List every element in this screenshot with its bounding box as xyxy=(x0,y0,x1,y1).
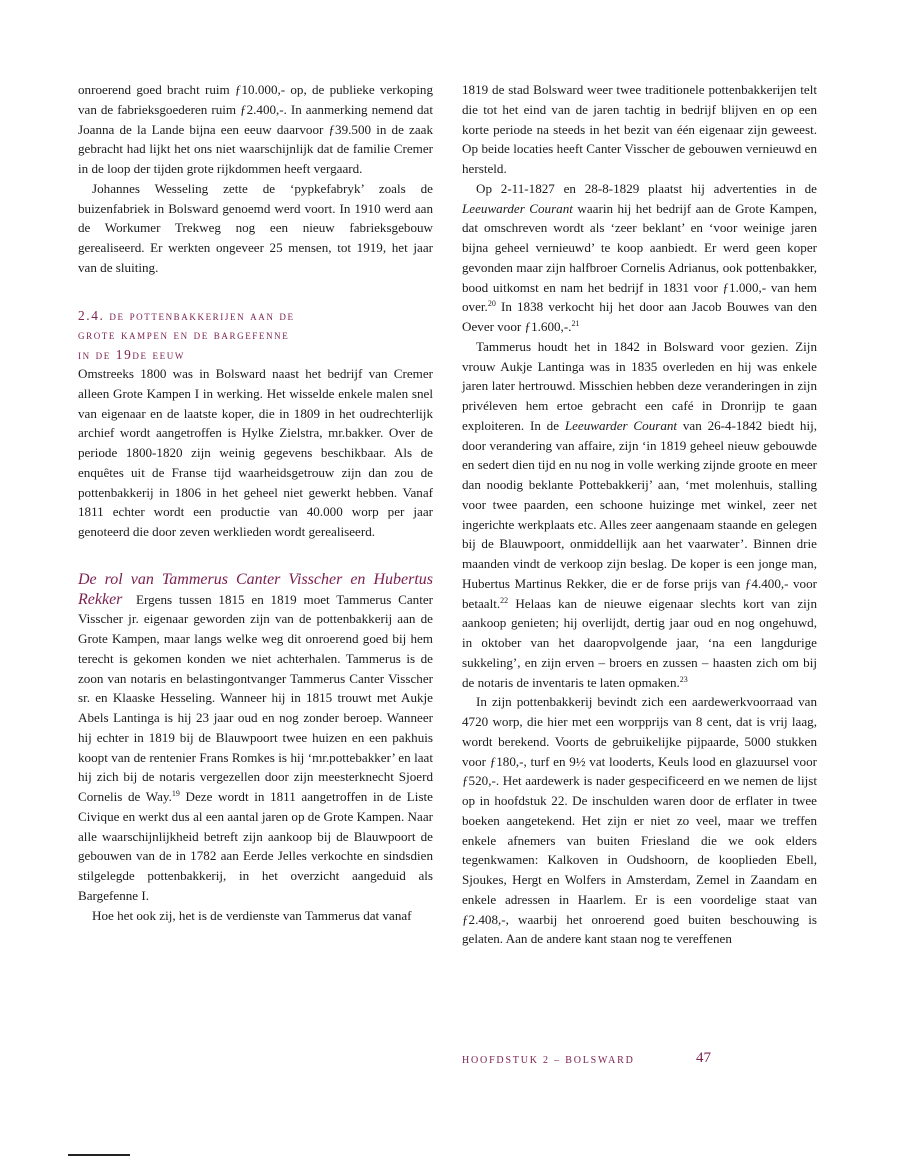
paragraph-text: Helaas kan de nieuwe eigenaar slechts kort van zijn aankoop genieten; hij overlijdt, dertig jaar oud en nog ongehuwd, in oktober van het daaropvolgende jaar, ‘na een langdurige sukkeling’, en zijn erven – broers en zussen – haasten zich om bij de notaris de inventaris te laten opmaken. xyxy=(462,595,817,690)
footnote-ref: 21 xyxy=(571,319,580,328)
footnote-ref: 22 xyxy=(500,595,509,605)
subsection-heading: De rol van Tammerus Canter Visscher en Hubertus Rekker xyxy=(78,570,433,608)
paragraph: 1819 de stad Bolsward weer twee traditionele pottenbakkerijen telt die tot het eind van de jaren tachtig in bedrijf blijven en op een korte periode na steeds in het bezit van één eigenaar zijn geweest. Op beide locaties heeft Canter Visscher de gebouwen vernieuwd en hersteld. xyxy=(462,82,817,176)
section-heading xyxy=(78,306,433,365)
paragraph: In zijn pottenbakkerij bevindt zich een aardewerkvoorraad van 4720 worp, die hier met een worpprijs van 8 cent, dat is vrij laag, wordt berekend. Voorts de gebruikelijke pijpaarde, 5000 stukken voor ƒ180,-, turf en 9½ vat looderts, Keuls lood en glazuursel voor ƒ520,-. Het aardewerk is nader gespecificeerd en we nemen de lijst op in hoofdstuk 22. De inschulden waren door de erflater in twee boeken aangetekend. Het zijn er niet zo veel, maar we treffen enkele afnemers van buiten Friesland die we ook elders tegenkwamen: Kalkoven in Oudshoorn, de kooplieden Ebell, Sjoukes, Hergt en Wolfers in Amsterdam, Zemel in Zaandam en enkele adressen in Haarlem. Er is een voordelige staat van ƒ2.408,-, waarbij het onroerend goed buiten beschouwing is gelaten. Aan de andere kant staan nog te vereffenen xyxy=(462,694,817,947)
paragraph xyxy=(462,179,817,337)
paragraph-text: waarin hij het bedrijf aan de Grote Kampen, dat omschreven wordt als ‘zeer beklant’ en ‘voor weinige jaren bijna geheel vernieuwd’ te koop aanbiedt. Er werd geen koper gevonden maar zijn halfbroer Cornelis Adrianus, ook pottenbakker, bood uitkomst en nam het bedrijf in 1831 voor ƒ1.000,- van hem over. xyxy=(462,200,817,315)
paragraph: Johannes Wesseling zette de ‘pypkefabryk’ zoals de buizenfabriek in Bolsward genoemd werd voort. In 1910 werd aan de Workumer Trekweg nog een nieuw fabrieksgebouw gerealiseerd. Er werkten ongeveer 25 mensen, tot 1919, het jaar van de sluiting. xyxy=(78,180,433,275)
section-heading-line: 2.4. de pottenbakkerijen aan de xyxy=(78,307,295,323)
paragraph-text: Op 2-11-1827 en 28-8-1829 plaatst hij advertenties in de xyxy=(476,180,817,196)
section-heading-line: in de 19de eeuw xyxy=(78,346,185,362)
paragraph-text: Deze wordt in 1811 aangetroffen in de Liste Civique en werkt dus al een aantal jaren op de Grote Kampen. Naar alle waarschijnlijkheid betreft zijn aankoop bij de Blauwpoort de gebouwen van de in 1782 aan Eerde Jelles verkochte en sindsdien stilgelegde pottenbakkerij, in het overzicht aangeduid als Bargefenne I. xyxy=(78,789,433,903)
newspaper-title: Leeuwarder Courant xyxy=(564,417,678,433)
paragraph-text: In 1838 verkocht hij het door aan Jacob Bouwes van den Oever voor ƒ1.600,-. xyxy=(462,299,817,334)
left-column xyxy=(78,80,433,925)
paragraph-text: Tammerus houdt het in 1842 in Bolsward voor gezien. Zijn vrouw Aukje Lantinga was in 1835 overleden en hij was enkele jaren later hertrouwd. Misschien hebben deze veranderingen in zijn privéleven hem ertoe gebracht een café in Dronrijp te gaan exploiteren. In de xyxy=(462,338,817,433)
page-number: 47 xyxy=(696,1050,711,1066)
footnote-ref: 23 xyxy=(679,674,688,684)
paragraph-text: Ergens tussen 1815 en 1819 moet Tammerus Canter Visscher jr. eigenaar geworden zijn van de pottenbakkerij aan de Grote Kampen, maar langs welke weg dit onroerend goed bij hem terecht is gekomen konden we niet achterhalen. Tammerus is de zoon van notaris en belastingontvanger Tammerus Canter Visscher sr. en Klaaske Hesseling. Wanneer hij in 1815 trouwt met Aukje Abels Lantinga is hij 23 jaar oud en nog zonder beroep. Wanneer hij echter in 1819 bij de Blauwpoort twee huizen en een pakhuis koopt van de rentenier Frans Romkes is hij ‘mr.pottebakker’ en laat hij zich bij de notaris vergezellen door zijn meesterknecht Sjoerd Cornelis de Way. xyxy=(78,591,433,804)
footnote-ref: 19 xyxy=(171,789,180,798)
paragraph: onroerend goed bracht ruim ƒ10.000,- op, de publieke verkoping van de fabrieksgoederen ruim ƒ2.400,-. In aanmerking nemend dat Joanna de la Lande bijna een eeuw daarvoor ƒ39.500 in de zaak gebracht had lijkt het ons niet waarschijnlijk dat de familie Cremer in de loop der tijden grote rijkdommen heeft vergaard. xyxy=(78,82,433,176)
paragraph xyxy=(462,337,817,693)
footnote-ref: 20 xyxy=(487,299,496,309)
subsection-paragraph xyxy=(78,570,433,906)
paragraph-text: van 26-4-1842 biedt hij, door verandering van affaire, zijn ‘in 1819 geheel nieuw gebouwde en sedert dien tijd en nu nog in volle werking zijnde groote en meer dan noodig beklante Pottebakkerij’ aan, ‘met molenhuis, stalling voor twee paarden, een schoone huizinge met winkel, zeer net ingerichte werkplaats etc. Alles zeer aangenaam staande en gelegen bij de Blauwpoort, onmiddellijk aan het vaarwater’. Binnen drie maanden vindt de verkoop zijn beslag. De koper is een jonge man, Hubertus Martinus Rekker, die er de forse prijs van ƒ4.400,- voor betaalt. xyxy=(462,417,817,611)
paragraph: Omstreeks 1800 was in Bolsward naast het bedrijf van Cremer alleen Grote Kampen I in werking. Het wisselde enkele malen snel van eigenaar en de laatste koper, die in 1809 in het oudrechterlijk archief wordt aangetroffen is Hylke Zielstra, mr.bakker. Over de periode 1800-1820 zijn weinig gegevens beschikbaar. Als de enquêtes uit de Franse tijd waarheidsgetrouw zijn dan zou de pottenbakkerij in 1806 in het geheel niet gewerkt hebben. Vanaf 1811 echter wordt een productie van 40.000 worp per jaar genoteerd die door zeven werklieden wordt gerealiseerd. xyxy=(78,366,433,539)
paragraph: Hoe het ook zij, het is de verdienste van Tammerus dat vanaf xyxy=(92,907,412,923)
section-heading-line: grote kampen en de bargefenne xyxy=(78,327,290,342)
right-column xyxy=(462,80,817,949)
newspaper-title: Leeuwarder Courant xyxy=(462,200,573,216)
bottom-rule xyxy=(68,1154,130,1156)
running-footer: HOOFDSTUK 2 – BOLSWARD xyxy=(462,1055,635,1066)
